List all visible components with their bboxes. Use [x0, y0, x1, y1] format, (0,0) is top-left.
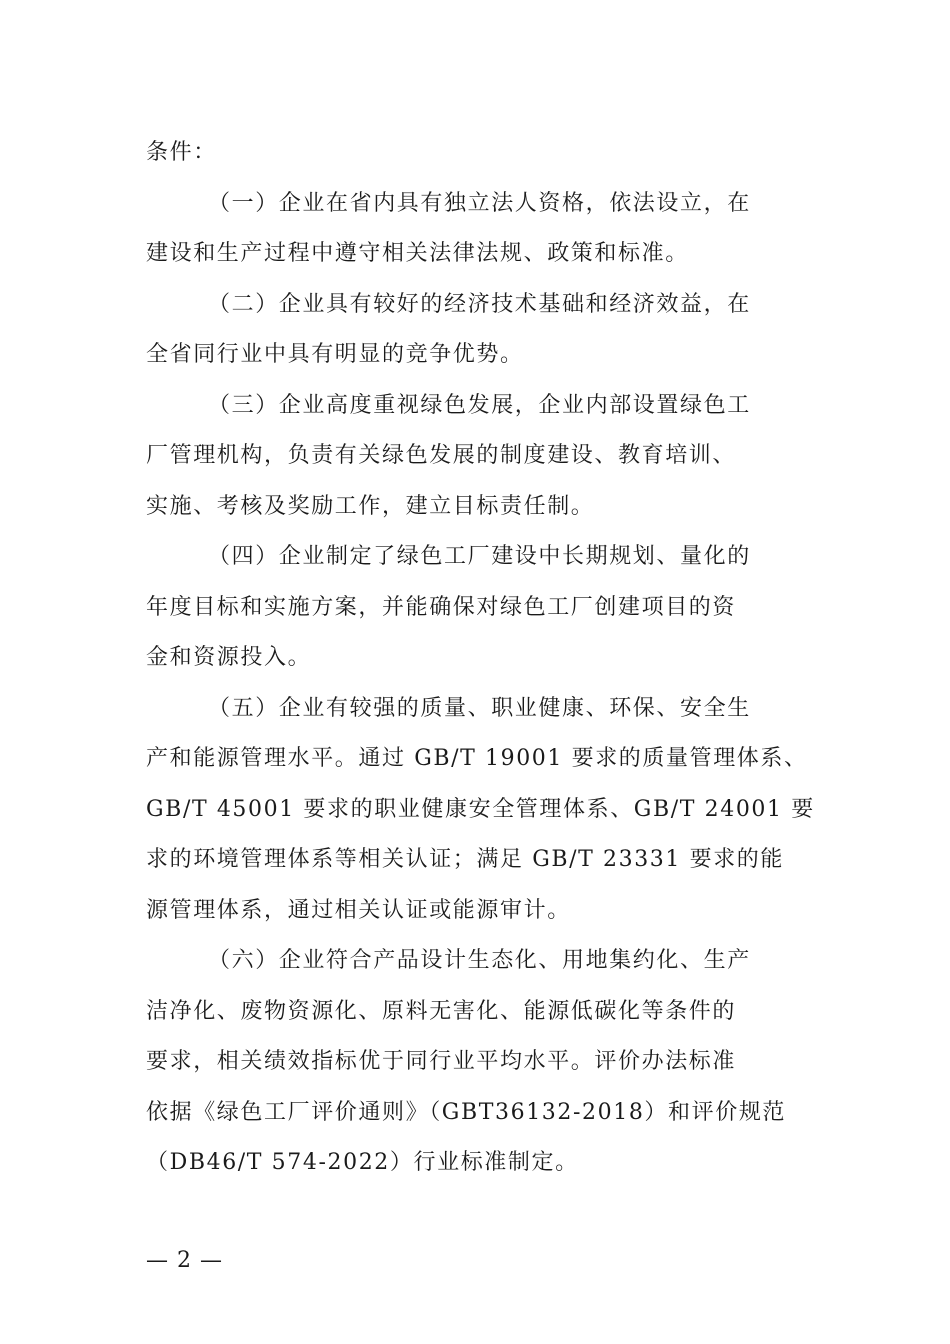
text-line: 求的环境管理体系等相关认证；满足 GB/T 23331 要求的能 [146, 847, 784, 872]
paragraph-1-start: （一）企业在省内具有独立法人资格，依法设立，在 [208, 190, 751, 216]
text-line: 全省同行业中具有明显的竞争优势。 [146, 342, 524, 367]
paragraph-2-start: （二）企业具有较好的经济技术基础和经济效益，在 [208, 291, 751, 317]
text-line: 实施、考核及奖励工作，建立目标责任制。 [146, 493, 595, 519]
text-line: 年度目标和实施方案，并能确保对绿色工厂创建项目的资 [146, 594, 737, 620]
page-number: — 2 — [146, 1248, 223, 1273]
text-line: 厂管理机构，负责有关绿色发展的制度建设、教育培训、 [146, 443, 737, 468]
paragraph-6-start: （六）企业符合产品设计生态化、用地集约化、生产 [208, 948, 751, 973]
text-line: （DB46/T 574-2022）行业标准制定。 [146, 1150, 579, 1175]
body-text [146, 128, 846, 1189]
text-line: 产和能源管理水平。通过 GB/T 19001 要求的质量管理体系、 [146, 746, 808, 771]
text-line: 洁净化、废物资源化、原料无害化、能源低碳化等条件的 [146, 998, 737, 1024]
paragraph-3-start: （三）企业高度重视绿色发展，企业内部设置绿色工 [208, 392, 751, 418]
paragraph-5-start: （五）企业有较强的质量、职业健康、环保、安全生 [208, 695, 751, 721]
text-line: GB/T 45001 要求的职业健康安全管理体系、GB/T 24001 要 [146, 796, 815, 822]
text-line: 建设和生产过程中遵守相关法律法规、政策和标准。 [146, 241, 689, 266]
text-line: 条件： [146, 140, 217, 165]
text-line: 源管理体系，通过相关认证或能源审计。 [146, 897, 571, 923]
paragraph-4-start: （四）企业制定了绿色工厂建设中长期规划、量化的 [208, 544, 751, 569]
text-line: 依据《绿色工厂评价通则》（GBT36132-2018）和评价规范 [146, 1099, 787, 1125]
text-line: 金和资源投入。 [146, 645, 312, 670]
text-line: 要求，相关绩效指标优于同行业平均水平。评价办法标准 [146, 1049, 737, 1074]
